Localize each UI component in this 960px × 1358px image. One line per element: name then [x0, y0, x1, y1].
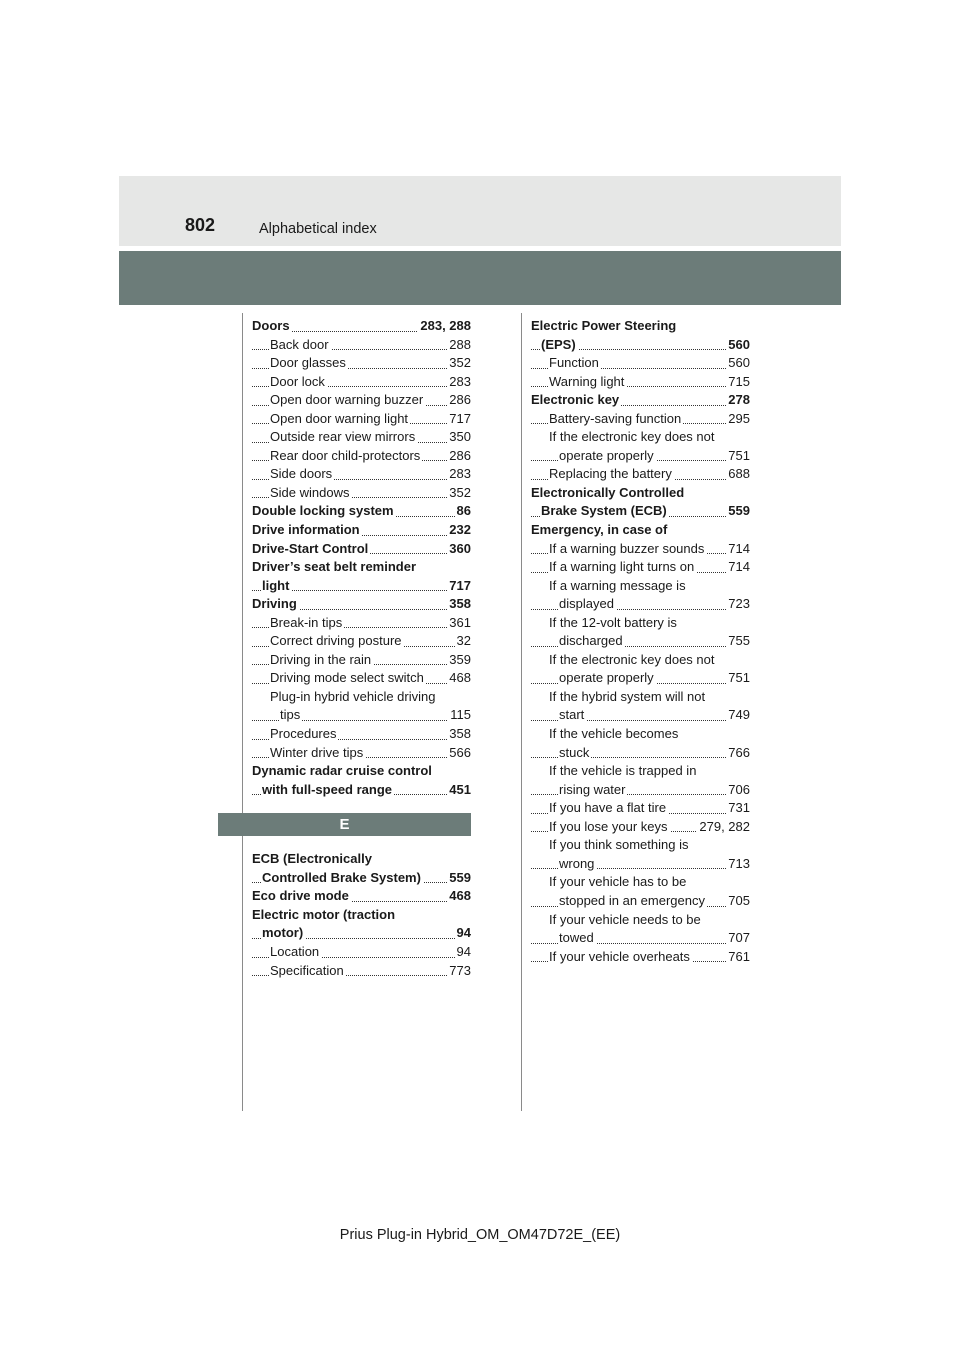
entry-text: Electronically Controlled	[531, 484, 685, 500]
entry-text: operate properly	[559, 670, 654, 686]
page-reference: 560	[726, 354, 750, 373]
entry-text: motor)	[262, 925, 304, 941]
page-reference: 359	[447, 651, 471, 670]
page-reference: 560	[726, 336, 750, 355]
entry-text: If a warning message is	[549, 577, 686, 593]
index-subentry	[252, 962, 471, 981]
entry-text: Location	[270, 943, 320, 959]
entry-text: displayed	[559, 596, 614, 612]
entry-text: Driving in the rain	[270, 651, 372, 667]
entry-text: If you have a flat tire	[549, 800, 667, 816]
entry-text: Plug-in hybrid vehicle driving	[270, 688, 436, 704]
entry-text: Rear door child-protectors	[270, 447, 421, 463]
page-reference: 94	[455, 924, 471, 943]
index-entry	[252, 762, 471, 781]
entry-text: Drive information	[252, 522, 360, 538]
page-reference: 717	[447, 410, 471, 429]
index-subentry	[531, 428, 750, 447]
index-subentry	[252, 354, 471, 373]
entry-text: If the 12-volt battery is	[549, 614, 677, 630]
entry-text: Electronic key	[531, 392, 620, 408]
entry-text: towed	[559, 930, 594, 946]
entry-text: discharged	[559, 633, 623, 649]
header-band	[119, 176, 841, 246]
entry-text: Driver’s seat belt reminder	[252, 559, 417, 575]
entry-text: stuck	[559, 744, 590, 760]
index-subentry	[531, 373, 750, 392]
page-reference: 94	[455, 943, 471, 962]
entry-text: Winter drive tips	[270, 744, 364, 760]
entry-text: If your vehicle overheats	[549, 948, 690, 964]
index-subentry	[531, 929, 750, 948]
index-subentry	[531, 669, 750, 688]
entry-text: If you lose your keys	[549, 818, 668, 834]
page-reference: 714	[726, 558, 750, 577]
page-reference: 566	[447, 744, 471, 763]
page-reference: 706	[726, 781, 750, 800]
entry-text: Brake System (ECB)	[541, 503, 667, 519]
entry-text: Driving	[252, 596, 297, 612]
index-entry	[252, 781, 471, 800]
index-entry	[252, 887, 471, 906]
page-reference: 286	[447, 391, 471, 410]
page-reference: 283	[447, 465, 471, 484]
index-entry	[252, 869, 471, 888]
page-reference: 713	[726, 855, 750, 874]
page-reference: 766	[726, 744, 750, 763]
index-subentry	[252, 391, 471, 410]
page-reference: 468	[447, 887, 471, 906]
index-subentry	[531, 632, 750, 651]
entry-text: Drive-Start Control	[252, 540, 369, 556]
page-reference: 288	[447, 336, 471, 355]
page-reference: 86	[455, 502, 471, 521]
page-reference: 115	[448, 706, 471, 725]
page-number: 802	[185, 215, 216, 235]
entry-text: tips	[280, 707, 301, 723]
entry-text: If your vehicle needs to be	[549, 911, 701, 927]
page-reference: 723	[726, 595, 750, 614]
page-reference: 749	[726, 706, 750, 725]
index-subentry	[531, 818, 750, 837]
page-reference: 350	[447, 428, 471, 447]
index-column-2	[531, 317, 750, 966]
index-entry	[252, 850, 471, 869]
entry-text: Eco drive mode	[252, 888, 349, 904]
index-entry	[252, 906, 471, 925]
index-subentry	[252, 484, 471, 503]
page-reference: 751	[726, 669, 750, 688]
entry-text: If you think something is	[549, 837, 689, 853]
page-reference: 279, 282	[697, 818, 750, 837]
page-reference: 707	[726, 929, 750, 948]
index-subentry	[531, 706, 750, 725]
entry-text: Open door warning light	[270, 410, 409, 426]
page-reference: 688	[726, 465, 750, 484]
index-entry	[531, 521, 750, 540]
entry-text: Side doors	[270, 466, 333, 482]
page-reference: 278	[726, 391, 750, 410]
entry-text: Outside rear view mirrors	[270, 429, 416, 445]
entry-text: stopped in an emergency	[559, 892, 705, 908]
index-subentry	[252, 614, 471, 633]
entry-text: If the hybrid system will not	[549, 688, 706, 704]
index-entry	[531, 336, 750, 355]
index-entry	[531, 502, 750, 521]
page-reference: 559	[447, 869, 471, 888]
entry-text: If a warning light turns on	[549, 559, 695, 575]
entry-text: (EPS)	[541, 336, 576, 352]
index-subentry	[252, 651, 471, 670]
entry-text: Procedures	[270, 726, 337, 742]
entry-text: If your vehicle has to be	[549, 874, 687, 890]
index-subentry	[531, 651, 750, 670]
index-subentry	[531, 873, 750, 892]
entry-text: Driving mode select switch	[270, 670, 424, 686]
entry-text: If the electronic key does not	[549, 429, 715, 445]
index-entry	[531, 391, 750, 410]
page-reference: 32	[455, 632, 471, 651]
index-subentry	[252, 465, 471, 484]
page-reference: 717	[447, 577, 471, 596]
entry-text: light	[262, 577, 290, 593]
index-entry	[531, 484, 750, 503]
index-subentry	[531, 799, 750, 818]
entry-text: Emergency, in case of	[531, 522, 668, 538]
index-column-1	[252, 317, 471, 980]
index-subentry	[531, 688, 750, 707]
entry-text: If the vehicle becomes	[549, 726, 679, 742]
index-subentry	[531, 855, 750, 874]
index-subentry	[531, 614, 750, 633]
index-entry	[252, 502, 471, 521]
entry-text: Specification	[270, 962, 344, 978]
entry-text: start	[559, 707, 585, 723]
index-subentry	[531, 540, 750, 559]
page-reference: 295	[726, 410, 750, 429]
index-entry	[252, 595, 471, 614]
index-subentry	[531, 354, 750, 373]
index-subentry	[252, 410, 471, 429]
page-reference: 361	[447, 614, 471, 633]
entry-text: wrong	[559, 855, 595, 871]
entry-text: Dynamic radar cruise control	[252, 763, 432, 779]
entry-text: ECB (Electronically	[252, 851, 372, 867]
section-title: Alphabetical index	[259, 221, 377, 237]
index-subentry	[531, 948, 750, 967]
index-subentry	[531, 577, 750, 596]
column-rule-left	[242, 313, 243, 1111]
index-entry	[252, 577, 471, 596]
index-subentry	[252, 725, 471, 744]
index-entry	[252, 924, 471, 943]
page-reference: 358	[447, 725, 471, 744]
index-entry	[531, 317, 750, 336]
column-rule-right	[521, 313, 522, 1111]
entry-text: Battery-saving function	[549, 410, 682, 426]
entry-text: Double locking system	[252, 503, 394, 519]
entry-text: Replacing the battery	[549, 466, 672, 482]
entry-text: Function	[549, 355, 599, 371]
page-reference: 358	[447, 595, 471, 614]
entry-text: Warning light	[549, 373, 625, 389]
index-subentry	[531, 725, 750, 744]
document-footer: Prius Plug-in Hybrid_OM_OM47D72E_(EE)	[339, 1227, 621, 1243]
page-reference: 232	[447, 521, 471, 540]
page-reference: 352	[447, 484, 471, 503]
index-subentry	[252, 688, 471, 707]
entry-text: Doors	[252, 318, 290, 333]
page-reference: 451	[447, 781, 471, 800]
index-subentry	[252, 632, 471, 651]
index-subentry	[531, 762, 750, 781]
index-subentry	[531, 595, 750, 614]
index-subentry	[531, 410, 750, 429]
page-reference: 761	[726, 948, 750, 967]
page-reference: 751	[726, 447, 750, 466]
entry-text: Electric motor (traction	[252, 906, 396, 922]
index-subentry	[252, 373, 471, 392]
entry-text: operate properly	[559, 447, 654, 463]
entry-text: Door glasses	[270, 355, 346, 371]
entry-text: rising water	[559, 781, 626, 797]
entry-text: Correct driving posture	[270, 633, 402, 649]
page-reference: 705	[726, 892, 750, 911]
page-reference: 773	[447, 962, 471, 981]
index-subentry	[252, 744, 471, 763]
page-reference: 559	[726, 502, 750, 521]
entry-text: Open door warning buzzer	[270, 392, 424, 408]
index-subentry	[531, 744, 750, 763]
page-reference: 755	[726, 632, 750, 651]
page-reference: 468	[447, 669, 471, 688]
index-entry	[252, 540, 471, 559]
page-reference: 715	[726, 373, 750, 392]
entry-text: If the electronic key does not	[549, 651, 715, 667]
index-subentry	[252, 706, 471, 725]
page-reference: 283, 288	[418, 317, 471, 336]
index-subentry	[531, 781, 750, 800]
index-subentry	[531, 911, 750, 930]
letter-heading: E	[218, 813, 471, 836]
entry-text: Electric Power Steering	[531, 318, 677, 333]
index-subentry	[531, 892, 750, 911]
page-reference: 360	[447, 540, 471, 559]
page-reference: 283	[447, 373, 471, 392]
entry-text: Break-in tips	[270, 614, 343, 630]
index-entry	[252, 521, 471, 540]
index-subentry	[252, 669, 471, 688]
index-subentry	[531, 836, 750, 855]
entry-text: Door lock	[270, 373, 325, 389]
index-subentry	[252, 336, 471, 355]
page-reference: 731	[726, 799, 750, 818]
index-subentry	[531, 447, 750, 466]
index-subentry	[252, 943, 471, 962]
entry-text: Back door	[270, 336, 329, 352]
index-subentry	[252, 428, 471, 447]
header-bar	[119, 251, 841, 305]
index-entry	[252, 317, 471, 336]
index-subentry	[531, 465, 750, 484]
entry-text: If a warning buzzer sounds	[549, 540, 705, 556]
page-reference: 286	[447, 447, 471, 466]
index-subentry	[252, 447, 471, 466]
entry-text: If the vehicle is trapped in	[549, 763, 697, 779]
entry-text: Controlled Brake System)	[262, 869, 421, 885]
index-entry	[252, 558, 471, 577]
entry-text: with full-speed range	[262, 781, 393, 797]
index-subentry	[531, 558, 750, 577]
page-reference: 352	[447, 354, 471, 373]
page-reference: 714	[726, 540, 750, 559]
entry-text: Side windows	[270, 484, 350, 500]
